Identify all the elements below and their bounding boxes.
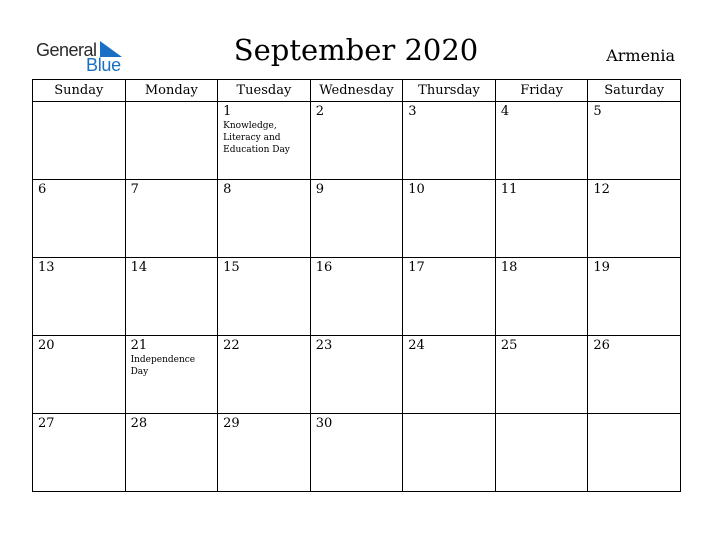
weekday-header: Tuesday <box>218 80 311 102</box>
day-number: 25 <box>500 338 518 353</box>
day-number: 22 <box>223 338 240 353</box>
week-row <box>33 102 681 180</box>
day-cell <box>495 258 588 336</box>
weekday-header: Thursday <box>403 80 496 102</box>
day-cell-content <box>496 180 588 200</box>
week-row <box>33 414 681 492</box>
day-cell <box>403 336 496 414</box>
day-cell-content <box>588 180 680 200</box>
day-cell-content <box>33 414 125 434</box>
day-cell-content <box>126 414 218 434</box>
day-cell <box>495 336 588 414</box>
day-cell-content <box>218 414 310 434</box>
day-cell <box>310 180 403 258</box>
day-cell-content <box>33 102 125 106</box>
day-cell <box>33 414 126 492</box>
day-cell-content <box>496 336 588 356</box>
day-cell <box>403 414 496 492</box>
day-number: 10 <box>408 182 425 197</box>
day-number: 23 <box>315 338 333 353</box>
day-cell <box>218 180 311 258</box>
day-number: 2 <box>315 104 324 119</box>
day-cell <box>125 414 218 492</box>
day-cell <box>588 336 681 414</box>
day-cell <box>125 180 218 258</box>
day-cell <box>403 258 496 336</box>
day-number: 19 <box>593 260 610 275</box>
day-number: 16 <box>315 260 333 275</box>
day-cell-content <box>496 258 588 278</box>
day-cell-content <box>496 414 588 418</box>
day-cell <box>125 258 218 336</box>
day-number: 30 <box>315 416 333 431</box>
day-cell <box>33 102 126 180</box>
day-cell-content <box>33 180 125 200</box>
day-cell <box>218 414 311 492</box>
logo-general-text: General <box>36 40 97 60</box>
page-title: September 2020 <box>233 33 479 67</box>
day-cell-content <box>126 336 218 380</box>
day-number: 15 <box>223 260 240 275</box>
day-number: 17 <box>408 260 425 275</box>
day-cell <box>310 336 403 414</box>
country-label: Armenia <box>606 46 675 65</box>
day-cell <box>33 180 126 258</box>
day-number: 12 <box>593 182 610 197</box>
day-cell <box>588 414 681 492</box>
day-cell-content <box>126 180 218 200</box>
day-number: 8 <box>223 182 232 197</box>
day-cell-content <box>33 258 125 278</box>
day-cell <box>218 102 311 180</box>
calendar-grid <box>32 79 681 492</box>
day-cell <box>588 258 681 336</box>
day-cell-content <box>588 414 680 418</box>
day-number: 11 <box>500 182 518 197</box>
day-number: 20 <box>38 338 55 353</box>
day-cell-content <box>311 336 403 356</box>
day-cell <box>495 180 588 258</box>
day-cell <box>310 258 403 336</box>
day-cell <box>125 102 218 180</box>
day-cell-content <box>218 180 310 200</box>
day-cell-content <box>311 414 403 434</box>
day-cell <box>495 102 588 180</box>
day-cell-content <box>403 102 495 122</box>
day-cell-content <box>588 258 680 278</box>
day-cell <box>588 180 681 258</box>
day-cell <box>588 102 681 180</box>
day-number: 26 <box>593 338 610 353</box>
day-cell-content <box>126 102 218 106</box>
day-cell <box>310 102 403 180</box>
day-number: 21 <box>130 338 148 353</box>
weekday-header: Wednesday <box>310 80 403 102</box>
day-cell <box>403 102 496 180</box>
day-number: 1 <box>223 104 232 119</box>
day-cell <box>125 336 218 414</box>
week-row <box>33 180 681 258</box>
day-cell-content <box>33 336 125 356</box>
day-number: 5 <box>593 104 602 119</box>
holiday-label: Independence Day <box>130 355 196 377</box>
day-cell-content <box>311 180 403 200</box>
day-cell-content <box>126 258 218 278</box>
weekday-header: Saturday <box>588 80 681 102</box>
day-cell <box>218 336 311 414</box>
week-row <box>33 336 681 414</box>
day-number: 28 <box>130 416 148 431</box>
day-cell-content <box>218 102 310 158</box>
day-cell <box>403 180 496 258</box>
day-number: 13 <box>38 260 55 275</box>
day-number: 4 <box>500 104 510 119</box>
day-cell-content <box>403 336 495 356</box>
day-number: 6 <box>38 182 47 197</box>
day-cell <box>310 414 403 492</box>
day-cell-content <box>218 336 310 356</box>
weekday-header: Friday <box>495 80 588 102</box>
day-cell-content <box>588 336 680 356</box>
day-number: 9 <box>315 182 324 197</box>
weekday-header-row <box>33 80 681 102</box>
logo-blue-text: Blue <box>86 55 121 75</box>
weekday-header: Sunday <box>33 80 126 102</box>
week-row <box>33 258 681 336</box>
weekday-header: Monday <box>125 80 218 102</box>
day-number: 14 <box>130 260 148 275</box>
day-cell <box>33 258 126 336</box>
day-number: 18 <box>500 260 518 275</box>
day-cell-content <box>403 414 495 418</box>
day-number: 29 <box>223 416 240 431</box>
day-cell-content <box>311 102 403 122</box>
day-cell-content <box>311 258 403 278</box>
day-cell-content <box>218 258 310 278</box>
day-cell <box>33 336 126 414</box>
day-number: 24 <box>408 338 425 353</box>
day-number: 3 <box>408 104 417 119</box>
day-cell-content <box>403 180 495 200</box>
day-cell <box>218 258 311 336</box>
day-cell <box>495 414 588 492</box>
day-cell-content <box>496 102 588 122</box>
holiday-label: Knowledge, Literacy and Education Day <box>223 121 290 155</box>
day-number: 27 <box>38 416 55 431</box>
day-number: 7 <box>130 182 139 197</box>
day-cell-content <box>403 258 495 278</box>
day-cell-content <box>588 102 680 122</box>
